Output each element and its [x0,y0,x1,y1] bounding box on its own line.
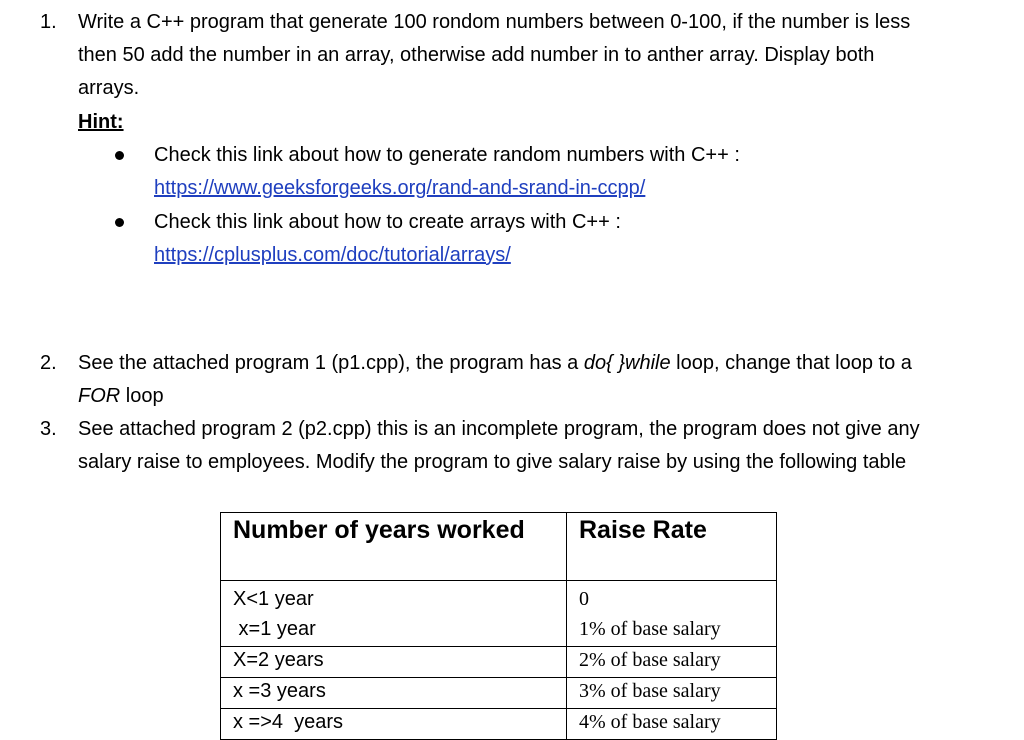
years-cell: x=1 year [221,616,567,647]
table-row [221,647,777,678]
table-row [221,709,777,740]
item-1-line-2: then 50 add the number in an array, otherwise add number in to anther array. Display both [78,44,875,66]
item-2-line-1 [78,351,912,375]
hint-label: Hint: [78,111,124,133]
item-2-text-b: loop, change that loop to a [670,352,912,374]
rate-cell: 1% of base salary [567,616,777,647]
item-1-line-3: arrays. [78,77,140,99]
bullet-icon [115,218,124,227]
rate-cell: 3% of base salary [567,678,777,709]
item-1-line-1: Write a C++ program that generate 100 rondom numbers between 0-100, if the number is less [78,11,911,33]
table-row [221,581,777,617]
hint-1-text: Check this link about how to generate random numbers with C++ : [154,144,740,166]
rate-cell: 0 [567,581,777,617]
table-header-row [221,513,777,581]
item-1-number: 1. [40,11,57,33]
rate-cell: 2% of base salary [567,647,777,678]
years-cell: X=2 years [221,647,567,678]
header-years-worked: Number of years worked [221,513,567,581]
item-2-text-a: See the attached program 1 (p1.cpp), the program has a [78,352,584,374]
item-2-for-keyword: FOR [78,385,121,407]
item-2-text-c: loop [120,385,164,407]
hint-2-text: Check this link about how to create arrays with C++ : [154,211,621,233]
item-2-loop-keyword: do{ }while [583,352,671,374]
bullet-icon [115,151,124,160]
item-3-line-2: salary raise to employees. Modify the program to give salary raise by using the following table [78,451,907,473]
table-row [221,616,777,647]
item-3-number: 3. [40,418,57,440]
item-2-number: 2. [40,352,57,374]
hint-1-link[interactable]: https://www.geeksforgeeks.org/rand-and-srand-in-ccpp/ [154,177,646,199]
raise-rate-table [220,512,777,740]
table-row [221,678,777,709]
header-raise-rate: Raise Rate [567,513,777,581]
item-2-line-2 [78,384,164,408]
years-cell: x =3 years [221,678,567,709]
rate-cell: 4% of base salary [567,709,777,740]
hint-2-link[interactable]: https://cplusplus.com/doc/tutorial/arrays/ [154,244,511,266]
item-3-line-1: See attached program 2 (p2.cpp) this is an incomplete program, the program does not give any [78,418,920,440]
years-cell: X<1 year [221,581,567,617]
years-cell: x =>4 years [221,709,567,740]
